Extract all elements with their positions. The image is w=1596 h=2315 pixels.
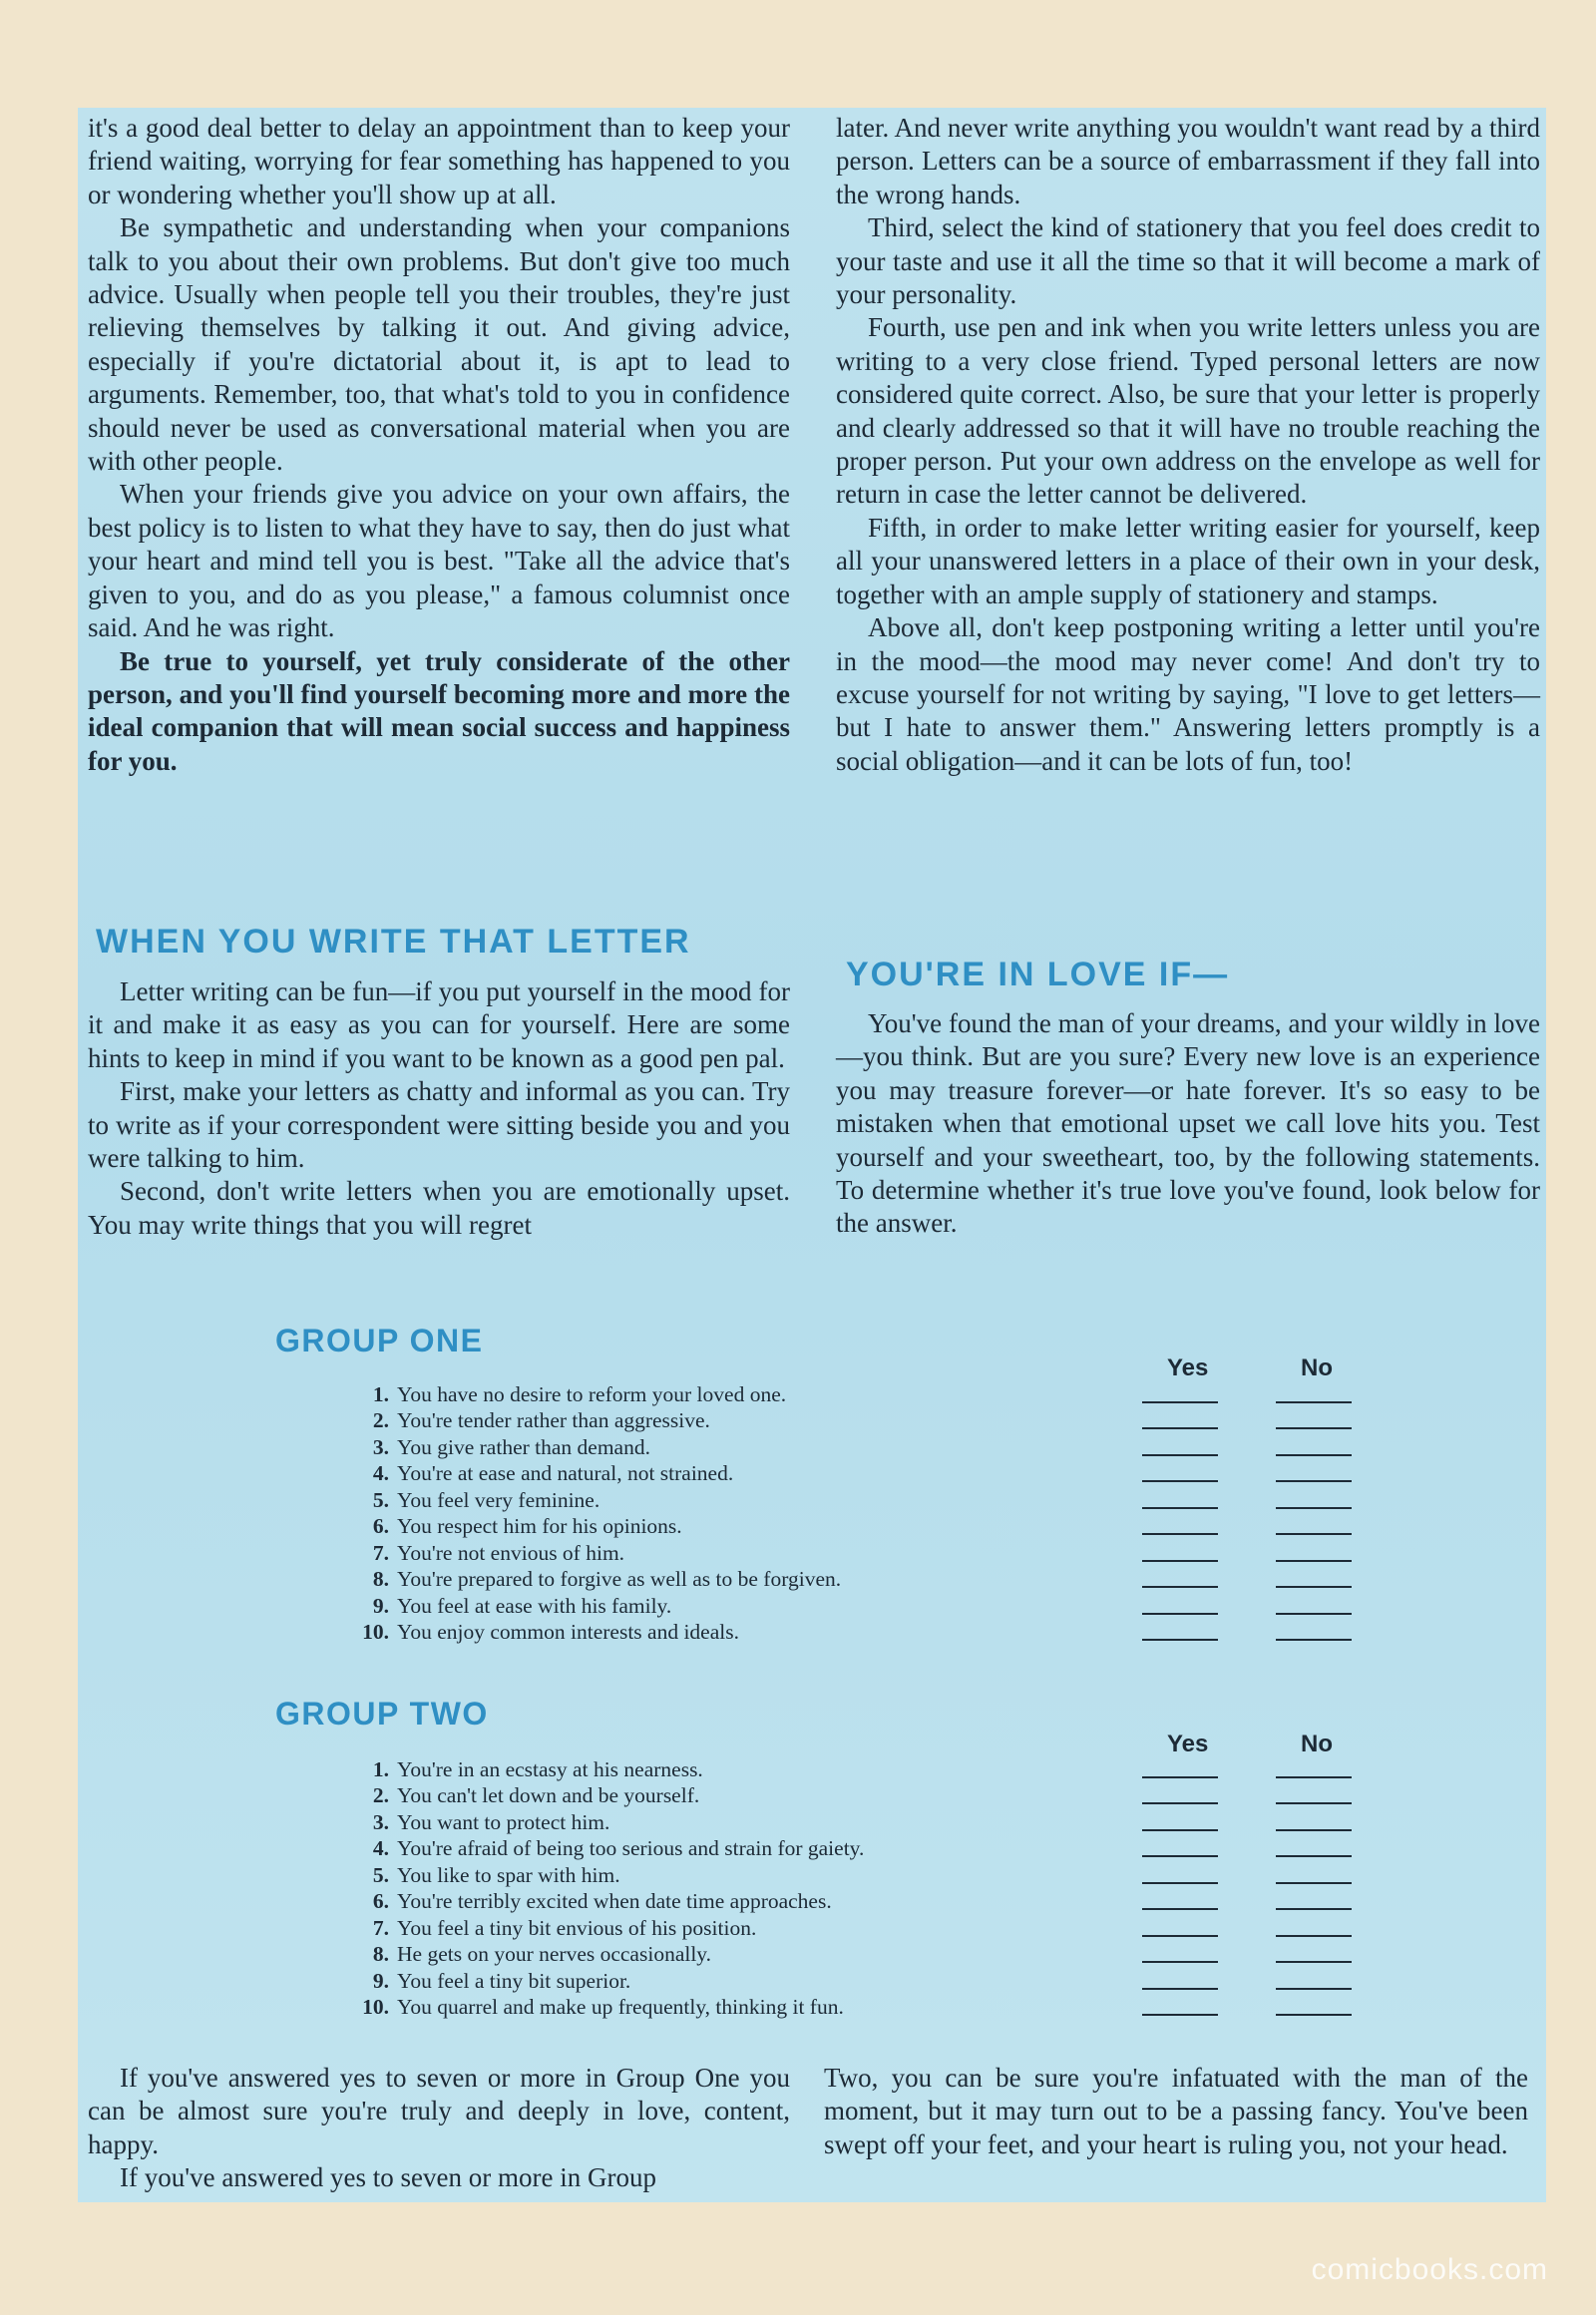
quiz-item-text: He gets on your nerves occasionally. xyxy=(397,1942,712,1966)
quiz-item-text: You like to spar with him. xyxy=(397,1862,620,1887)
yes-answer-blank[interactable] xyxy=(1142,1908,1218,1910)
paragraph: Third, select the kind of stationery that you feel does credit to your taste and use it all the time so that it will become a mark of your personality. xyxy=(836,212,1540,310)
quiz-item xyxy=(349,1486,1367,1513)
paragraph: If you've answered yes to seven or more in Group One you can be almost sure you're truly and deeply in love, content, happy. xyxy=(88,2063,790,2159)
paragraph: Be sympathetic and understanding when your companions talk to you about their own problems. But don't give too much advice. Usually when people tell you their troubles, they're just relieving themselves by talking it out. And giving advice, especially if you're dictatorial about it, is apt to lead to arguments. Remember, too, that what's told to you in confidence should never be used as conversational material when you are with other people. xyxy=(88,212,790,477)
answer-left xyxy=(88,2062,790,2195)
love-section xyxy=(836,1007,1540,1241)
quiz-item-number: 3. xyxy=(372,1809,389,1834)
quiz-item-number: 6. xyxy=(372,1889,389,1913)
quiz-item xyxy=(349,1861,1367,1888)
no-column-label: No xyxy=(1301,1354,1333,1381)
quiz-item-text: You're afraid of being too serious and strain for gaiety. xyxy=(397,1836,865,1860)
yes-column-label: Yes xyxy=(1167,1354,1209,1381)
quiz-item xyxy=(349,1380,1367,1407)
group-one-heading: GROUP ONE xyxy=(275,1323,484,1358)
quiz-item-number: 7. xyxy=(372,1915,389,1940)
yes-answer-blank[interactable] xyxy=(1142,1639,1218,1641)
yes-answer-blank[interactable] xyxy=(1142,1507,1218,1509)
right-column xyxy=(836,112,1540,778)
quiz-item-number: 2. xyxy=(372,1408,389,1432)
yes-answer-blank[interactable] xyxy=(1142,1533,1218,1535)
quiz-item xyxy=(349,1994,1367,2021)
quiz-item xyxy=(349,1782,1367,1809)
quiz-item xyxy=(349,1914,1367,1941)
quiz-item xyxy=(349,1755,1367,1782)
no-answer-blank[interactable] xyxy=(1276,1480,1352,1482)
quiz-item-text: You're terribly excited when date time approaches. xyxy=(397,1889,832,1913)
quiz-item-number: 9. xyxy=(372,1593,389,1618)
quiz-item-number: 3. xyxy=(372,1434,389,1459)
no-answer-blank[interactable] xyxy=(1276,1401,1352,1403)
quiz-item-number: 1. xyxy=(372,1756,389,1781)
no-answer-blank[interactable] xyxy=(1276,1882,1352,1884)
quiz-item-number: 5. xyxy=(372,1862,389,1887)
quiz-item xyxy=(349,1513,1367,1540)
no-answer-blank[interactable] xyxy=(1276,1533,1352,1535)
quiz-item-number: 10. xyxy=(362,1620,389,1644)
group-two-heading: GROUP TWO xyxy=(275,1696,489,1732)
quiz-item-text: You feel a tiny bit envious of his position. xyxy=(397,1915,757,1940)
quiz-item-number: 4. xyxy=(372,1836,389,1860)
no-answer-blank[interactable] xyxy=(1276,1908,1352,1910)
no-answer-blank[interactable] xyxy=(1276,1961,1352,1963)
paragraph: First, make your letters as chatty and informal as you can. Try to write as if your correspondent were sitting beside you and you were talking to him. xyxy=(88,1076,790,1174)
yes-answer-blank[interactable] xyxy=(1142,1560,1218,1562)
quiz-item-text: You're at ease and natural, not strained. xyxy=(397,1461,734,1485)
quiz-item-number: 5. xyxy=(372,1487,389,1512)
paragraph: Fifth, in order to make letter writing easier for yourself, keep all your unanswered letters in a place of their own in your desk, together with an ample supply of stationery and stamps. xyxy=(836,512,1540,609)
paragraph: If you've answered yes to seven or more in Group xyxy=(120,2162,656,2193)
yes-answer-blank[interactable] xyxy=(1142,2014,1218,2016)
quiz-item-number: 8. xyxy=(372,1567,389,1591)
no-answer-blank[interactable] xyxy=(1276,1855,1352,1857)
quiz-item-text: You want to protect him. xyxy=(397,1809,610,1834)
quiz-item-number: 2. xyxy=(372,1783,389,1807)
left-column xyxy=(88,112,790,778)
yes-answer-blank[interactable] xyxy=(1142,1802,1218,1804)
quiz-item xyxy=(349,1619,1367,1646)
paragraph: Letter writing can be fun—if you put yourself in the mood for it and make it as easy as you can for yourself. Here are some hints to keep in mind if you want to be known as a good pen pal. xyxy=(88,976,790,1073)
quiz-item-text: You're not envious of him. xyxy=(397,1540,625,1565)
quiz-item-text: You're tender rather than aggressive. xyxy=(397,1408,710,1432)
paragraph: Above all, don't keep postponing writing a letter until you're in the mood—the mood may never come! And don't try to excuse yourself for not writing by saying, "I love to get letters—but I hate to answer them." Answering letters promptly is a social obligation—and it can be lots of fun, too! xyxy=(836,612,1540,776)
answer-right xyxy=(824,2062,1528,2161)
quiz-item-text: You're prepared to forgive as well as to be forgiven. xyxy=(397,1567,842,1591)
no-answer-blank[interactable] xyxy=(1276,1507,1352,1509)
no-answer-blank[interactable] xyxy=(1276,1776,1352,1778)
paragraph: it's a good deal better to delay an appointment than to keep your friend waiting, worrying for fear something has happened to you or wondering whether you'll show up at all. xyxy=(88,113,790,209)
quiz-item xyxy=(349,1407,1367,1434)
quiz-item-text: You feel at ease with his family. xyxy=(397,1593,672,1618)
letter-section xyxy=(88,975,790,1242)
paragraph: Second, don't write letters when you are emotionally upset. You may write things that you will regret xyxy=(88,1176,790,1240)
letter-section-heading: WHEN YOU WRITE THAT LETTER xyxy=(96,923,691,961)
quiz-item xyxy=(349,1835,1367,1862)
yes-answer-blank[interactable] xyxy=(1142,1961,1218,1963)
quiz-item xyxy=(349,1967,1367,1994)
yes-answer-blank[interactable] xyxy=(1142,1586,1218,1588)
quiz-item xyxy=(349,1592,1367,1619)
no-answer-blank[interactable] xyxy=(1276,1427,1352,1429)
yes-column-label: Yes xyxy=(1167,1731,1209,1757)
yes-answer-blank[interactable] xyxy=(1142,1776,1218,1778)
quiz-item xyxy=(349,1941,1367,1968)
quiz-item-text: You quarrel and make up frequently, thinking it fun. xyxy=(397,1995,844,2019)
no-answer-blank[interactable] xyxy=(1276,1988,1352,1990)
quiz-item-text: You can't let down and be yourself. xyxy=(397,1783,700,1807)
yes-answer-blank[interactable] xyxy=(1142,1855,1218,1857)
quiz-item-text: You give rather than demand. xyxy=(397,1434,650,1459)
no-answer-blank[interactable] xyxy=(1276,1935,1352,1937)
quiz-item-text: You enjoy common interests and ideals. xyxy=(397,1620,739,1644)
quiz-item-number: 6. xyxy=(372,1514,389,1538)
no-answer-blank[interactable] xyxy=(1276,1829,1352,1831)
no-answer-blank[interactable] xyxy=(1276,1802,1352,1804)
quiz-item-number: 7. xyxy=(372,1540,389,1565)
no-answer-blank[interactable] xyxy=(1276,1639,1352,1641)
quiz-item-number: 8. xyxy=(372,1942,389,1966)
quiz-item-text: You're in an ecstasy at his nearness. xyxy=(397,1756,703,1781)
no-answer-blank[interactable] xyxy=(1276,1454,1352,1456)
quiz-item xyxy=(349,1566,1367,1593)
quiz-item xyxy=(349,1808,1367,1835)
yes-answer-blank[interactable] xyxy=(1142,1935,1218,1937)
quiz-item xyxy=(349,1433,1367,1460)
group-one-quiz xyxy=(349,1380,1367,1645)
quiz-item xyxy=(349,1888,1367,1915)
paragraph: You've found the man of your dreams, and your wildly in love—you think. But are you sure? Every new love is an experience you may treasure forever—or hate forever. It's so easy to be mistaken when that emotional upset we call love hits you. Test yourself and your sweetheart, too, by the following statements. To determine whether it's true love you've found, look below for the answer. xyxy=(836,1008,1540,1239)
yes-answer-blank[interactable] xyxy=(1142,1613,1218,1615)
love-section-heading: YOU'RE IN LOVE IF— xyxy=(846,956,1230,993)
quiz-item-number: 10. xyxy=(362,1995,389,2019)
quiz-item-text: You have no desire to reform your loved one. xyxy=(397,1381,787,1406)
yes-answer-blank[interactable] xyxy=(1142,1454,1218,1456)
no-column-label: No xyxy=(1301,1731,1333,1757)
quiz-item-number: 9. xyxy=(372,1968,389,1993)
yes-answer-blank[interactable] xyxy=(1142,1401,1218,1403)
yes-answer-blank[interactable] xyxy=(1142,1882,1218,1884)
quiz-item xyxy=(349,1460,1367,1487)
quiz-item-number: 1. xyxy=(372,1381,389,1406)
no-answer-blank[interactable] xyxy=(1276,1613,1352,1615)
quiz-item-text: You feel a tiny bit superior. xyxy=(397,1968,631,1993)
yes-answer-blank[interactable] xyxy=(1142,1829,1218,1831)
quiz-item xyxy=(349,1539,1367,1566)
paragraph: Be true to yourself, yet truly considerate of the other person, and you'll find yourself becoming more and more the ideal companion that will mean social success and happiness for you. xyxy=(88,645,790,776)
group-two-quiz xyxy=(349,1755,1367,2020)
quiz-item-text: You feel very feminine. xyxy=(397,1487,600,1512)
yes-answer-blank[interactable] xyxy=(1142,1988,1218,1990)
yes-answer-blank[interactable] xyxy=(1142,1427,1218,1429)
paragraph: Two, you can be sure you're infatuated with the man of the moment, but it may turn out to be a passing fancy. You've been swept off your feet, and your heart is ruling you, not your head. xyxy=(824,2063,1528,2159)
yes-answer-blank[interactable] xyxy=(1142,1480,1218,1482)
no-answer-blank[interactable] xyxy=(1276,1586,1352,1588)
quiz-item-text: You respect him for his opinions. xyxy=(397,1514,682,1538)
paragraph: When your friends give you advice on your own affairs, the best policy is to listen to what they have to say, then do just what your heart and mind tell you is best. "Take all the advice that's given to you, and do as you please," a famous columnist once said. And he was right. xyxy=(88,479,790,643)
watermark-text: comicbooks.com xyxy=(1311,2253,1548,2286)
paragraph: later. And never write anything you wouldn't want read by a third person. Letters can be a source of embarrassment if they fall into the wrong hands. xyxy=(836,113,1540,209)
no-answer-blank[interactable] xyxy=(1276,1560,1352,1562)
no-answer-blank[interactable] xyxy=(1276,2014,1352,2016)
paragraph: Fourth, use pen and ink when you write letters unless you are writing to a very close friend. Typed personal letters are now considered quite correct. Also, be sure that your letter is properly and clearly addressed so that it will have no trouble reaching the proper person. Put your own address on the envelope as well for return in case the letter cannot be delivered. xyxy=(836,312,1540,510)
quiz-item-number: 4. xyxy=(372,1461,389,1485)
